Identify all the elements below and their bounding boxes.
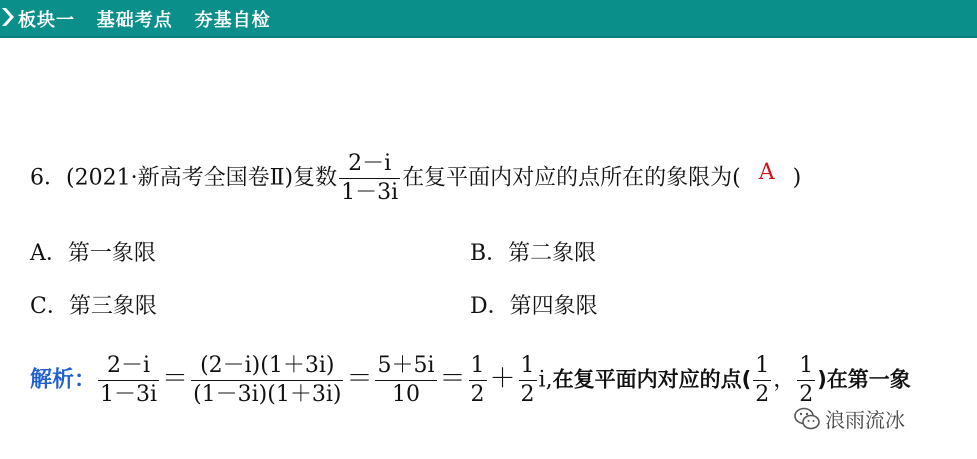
fraction-denominator: 1－3i bbox=[341, 180, 399, 205]
solution-fraction-3: $\frac{5+5i}{10}$ bbox=[377, 353, 435, 407]
watermark-text: 浪雨流冰 bbox=[825, 408, 905, 432]
wechat-icon bbox=[793, 406, 821, 432]
section-header bbox=[0, 0, 977, 38]
plus-sign: ＋ bbox=[489, 363, 516, 394]
solution-fraction-2: $\frac{(2-i)(1+3i)}{(1-3i)(1+3i)}$ bbox=[193, 353, 342, 407]
equals-sign: ＝ bbox=[162, 363, 189, 394]
question-close: ) bbox=[792, 165, 802, 191]
solution-text-1: 在复平面内对应的点( bbox=[552, 367, 752, 392]
point-coordinate-2: $\frac{1}{2}$ bbox=[799, 353, 814, 407]
coordinate-comma: ， bbox=[773, 367, 796, 393]
option-a: A．第一象限 bbox=[30, 241, 156, 266]
solution-fraction-5: $\frac{1}{2}$ bbox=[520, 353, 535, 407]
option-c: C．第三象限 bbox=[30, 294, 157, 319]
question-fraction bbox=[339, 150, 400, 207]
fraction-numerator: 2－i bbox=[339, 150, 400, 179]
option-b: B．第二象限 bbox=[470, 241, 597, 266]
question-line bbox=[30, 150, 801, 207]
solution-fraction-1: $\frac{2-i}{1-3i}$ bbox=[100, 353, 158, 407]
question-source: (2021·新高考全国卷Ⅱ) bbox=[66, 165, 294, 191]
point-coordinate-1: $\frac{1}{2}$ bbox=[755, 353, 770, 407]
equals-sign: ＝ bbox=[346, 363, 373, 394]
solution-fraction-4: $\frac{1}{2}$ bbox=[470, 353, 485, 407]
question-number: 6． bbox=[30, 165, 66, 191]
question-prefix: 复数 bbox=[293, 165, 338, 191]
option-d: D．第四象限 bbox=[470, 294, 598, 319]
watermark bbox=[793, 404, 905, 433]
solution-label: 解析： bbox=[30, 367, 97, 393]
chevron-right-icon bbox=[0, 6, 16, 28]
equals-sign: ＝ bbox=[439, 363, 466, 394]
imaginary-unit: i, bbox=[538, 367, 553, 393]
header-title: 板块一 基础考点 夯基自检 bbox=[18, 10, 271, 31]
solution-line bbox=[30, 352, 911, 409]
solution-text-2: )在第一象 bbox=[817, 367, 911, 392]
question-suffix: 在复平面内对应的点所在的象限为( bbox=[402, 165, 741, 191]
answer-mark: A bbox=[758, 159, 775, 185]
